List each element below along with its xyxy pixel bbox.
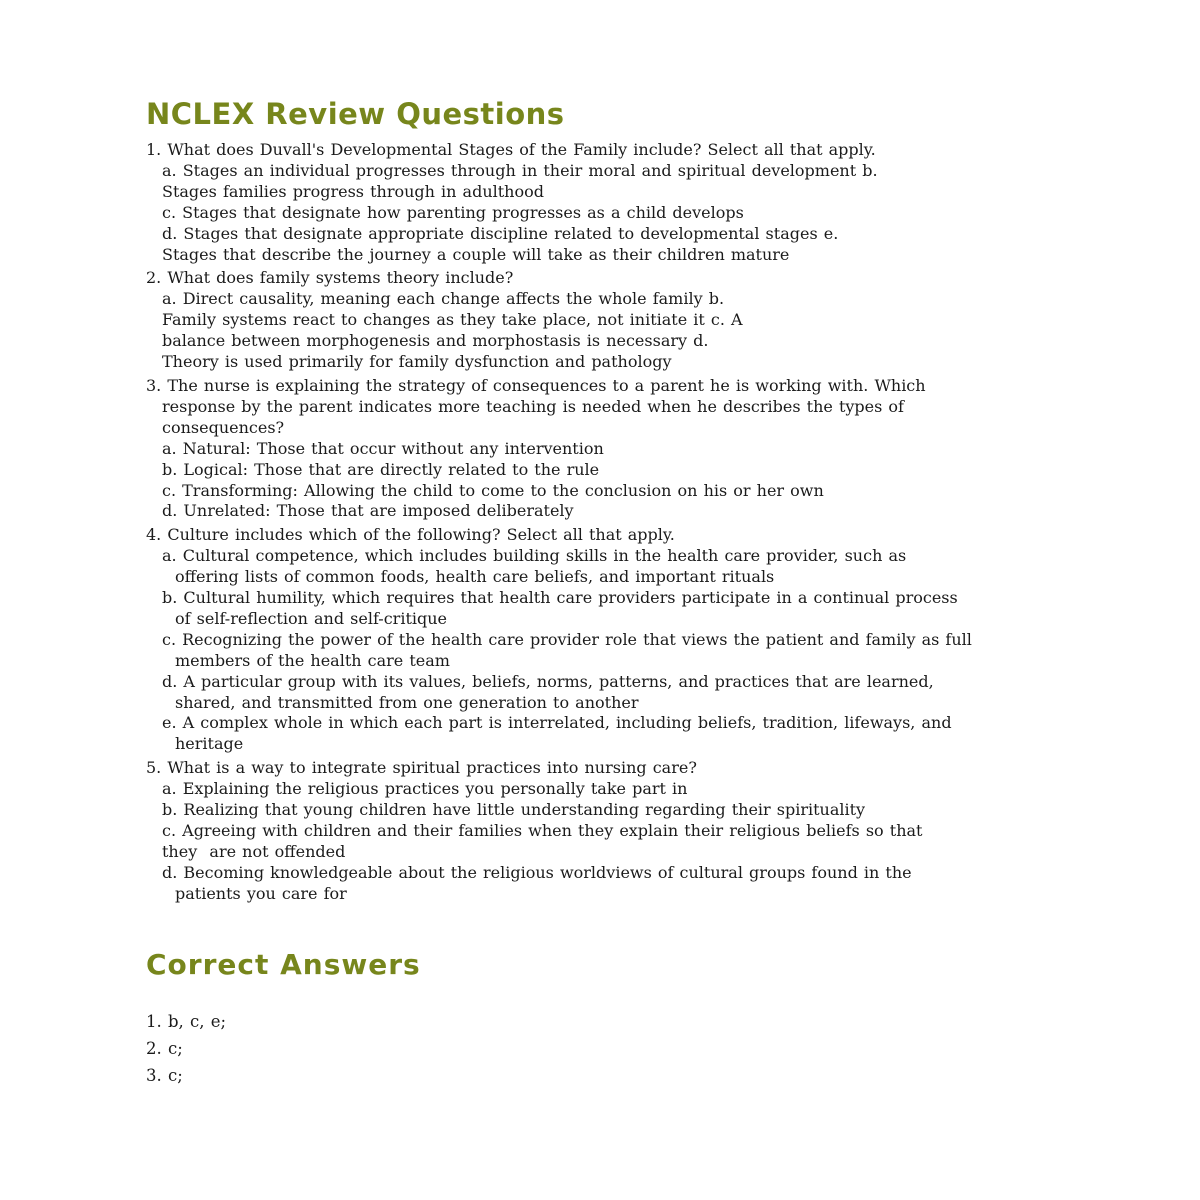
question-line: Stages that describe the journey a couple will take as their children mature bbox=[162, 244, 790, 264]
question-line: b. Logical: Those that are directly related to the rule bbox=[162, 459, 600, 479]
question-line: shared, and transmitted from one generation to another bbox=[175, 692, 639, 712]
question-line: d. Becoming knowledgeable about the religious worldviews of cultural groups found in the bbox=[162, 862, 912, 882]
question-line: heritage bbox=[175, 734, 244, 754]
question-line: d. A particular group with its values, beliefs, norms, patterns, and practices that are learned, bbox=[162, 671, 934, 691]
page-title: NCLEX Review Questions bbox=[146, 97, 565, 131]
question-line: c. Transforming: Allowing the child to come to the conclusion on his or her own bbox=[162, 480, 824, 500]
question-line: patients you care for bbox=[175, 883, 347, 903]
question-line: 5. What is a way to integrate spiritual practices into nursing care? bbox=[146, 758, 697, 778]
answer-line: 1. b, c, e; bbox=[146, 1011, 227, 1031]
question-line: c. Stages that designate how parenting progresses as a child develops bbox=[162, 202, 744, 222]
question-line: a. Cultural competence, which includes building skills in the health care provider, such as bbox=[162, 546, 907, 566]
question-line: a. Explaining the religious practices you personally take part in bbox=[162, 779, 688, 799]
answer-line: 2. c; bbox=[146, 1038, 183, 1058]
answer-line: 3. c; bbox=[146, 1065, 183, 1085]
question-line: a. Direct causality, meaning each change affects the whole family b. bbox=[162, 289, 725, 309]
question-block bbox=[146, 376, 1150, 522]
question-line: d. Stages that designate appropriate discipline related to developmental stages e. bbox=[162, 223, 839, 243]
question-block bbox=[146, 140, 1150, 265]
question-line: b. Cultural humility, which requires that health care providers participate in a continual process bbox=[162, 588, 958, 608]
question-line: offering lists of common foods, health care beliefs, and important rituals bbox=[175, 567, 775, 587]
question-block bbox=[146, 268, 1150, 373]
question-line: c. Recognizing the power of the health care provider role that views the patient and family as full bbox=[162, 629, 972, 649]
question-line: of self-reflection and self-critique bbox=[175, 608, 447, 628]
question-line: response by the parent indicates more teaching is needed when he describes the types of bbox=[162, 396, 904, 416]
question-line: a. Natural: Those that occur without any intervention bbox=[162, 438, 604, 458]
question-line: 3. The nurse is explaining the strategy of consequences to a parent he is working with. Which bbox=[146, 375, 926, 395]
question-line: e. A complex whole in which each part is interrelated, including beliefs, tradition, lifeways, and bbox=[162, 713, 952, 733]
question-block bbox=[146, 758, 1150, 904]
question-line: balance between morphogenesis and morphostasis is necessary d. bbox=[162, 331, 709, 351]
question-line: 1. What does Duvall's Developmental Stages of the Family include? Select all that apply. bbox=[146, 140, 876, 159]
questions-list bbox=[146, 140, 1150, 905]
question-line: d. Unrelated: Those that are imposed deliberately bbox=[162, 501, 574, 521]
question-line: a. Stages an individual progresses through in their moral and spiritual development b. bbox=[162, 160, 878, 180]
question-line: 4. Culture includes which of the following? Select all that apply. bbox=[146, 525, 675, 545]
question-line: 2. What does family systems theory include? bbox=[146, 268, 514, 288]
question-line: Family systems react to changes as they take place, not initiate it c. A bbox=[162, 310, 743, 330]
question-line: Stages families progress through in adulthood bbox=[162, 181, 544, 201]
question-line: c. Agreeing with children and their families when they explain their religious beliefs so that bbox=[162, 821, 923, 840]
answers-list bbox=[146, 1013, 1150, 1084]
question-block bbox=[146, 525, 1150, 755]
question-line: members of the health care team bbox=[175, 650, 450, 670]
correct-answers-title: Correct Answers bbox=[146, 947, 421, 981]
question-line: they are not offended bbox=[162, 841, 346, 861]
question-line: Theory is used primarily for family dysfunction and pathology bbox=[162, 352, 672, 372]
question-line: b. Realizing that young children have little understanding regarding their spirituality bbox=[162, 800, 866, 820]
question-line: consequences? bbox=[162, 417, 285, 437]
